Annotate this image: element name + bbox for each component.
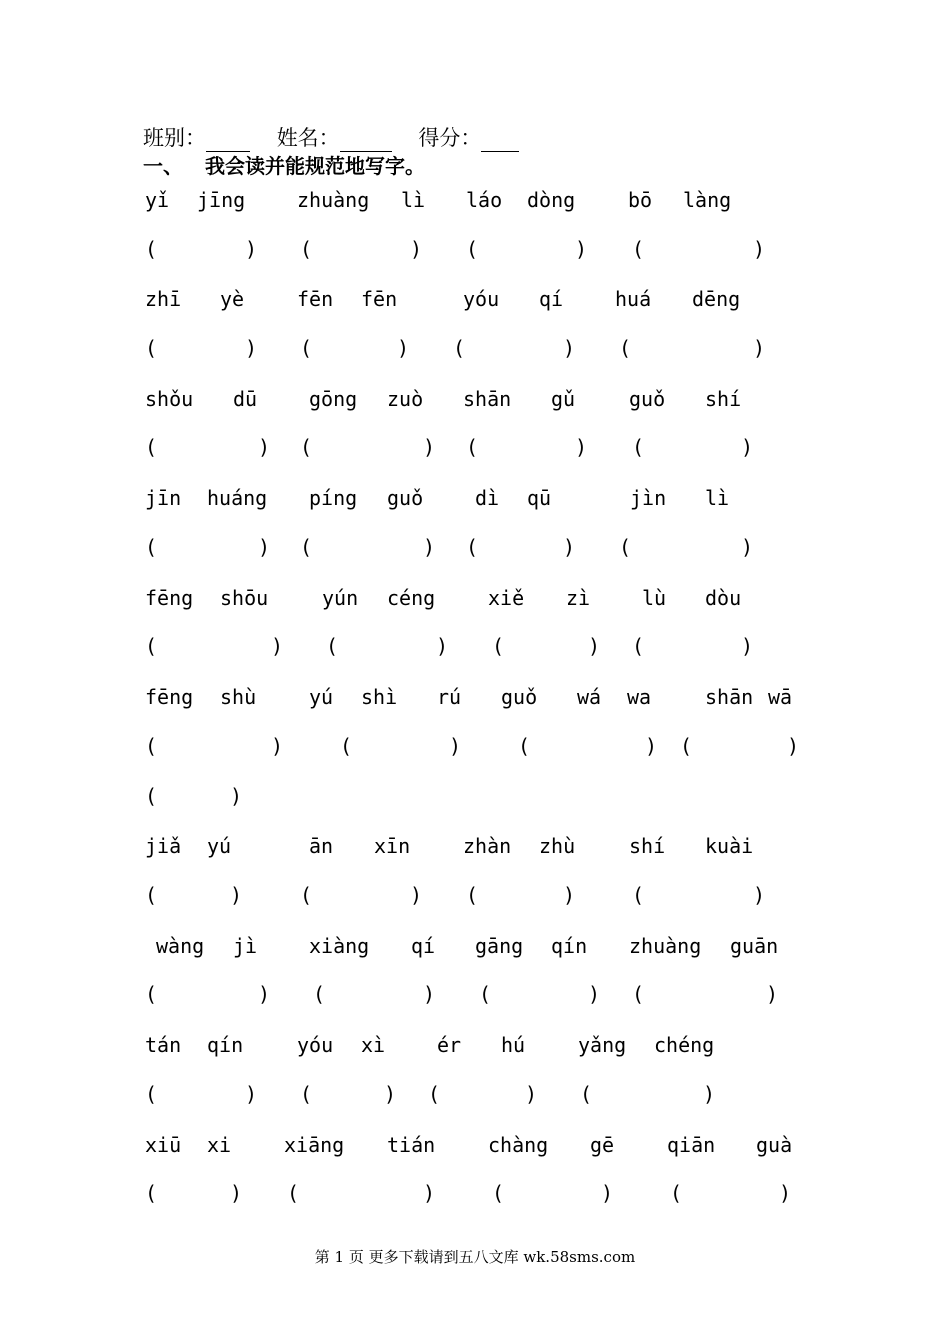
pinyin-syllable: shù	[220, 685, 257, 709]
answer-paren-close: )	[753, 237, 766, 261]
name-blank	[340, 129, 392, 152]
answer-paren-open: (	[326, 634, 339, 658]
answer-paren-open: (	[632, 883, 645, 907]
pinyin-line	[0, 486, 950, 516]
answer-paren-open: (	[300, 435, 313, 459]
pinyin-syllable: hú	[501, 1033, 526, 1057]
answer-paren-close: )	[588, 634, 601, 658]
pinyin-syllable: wá	[577, 685, 602, 709]
pinyin-syllable: guǒ	[501, 685, 538, 709]
answer-paren-close: )	[436, 634, 449, 658]
pinyin-syllable: xiū	[145, 1133, 182, 1157]
answer-paren-close: )	[741, 634, 754, 658]
answer-paren-close: )	[563, 883, 576, 907]
pinyin-syllable: dòu	[705, 586, 742, 610]
pinyin-syllable: xiě	[488, 586, 525, 610]
pinyin-line	[0, 1133, 950, 1163]
pinyin-syllable: jīn	[145, 486, 182, 510]
answer-paren-open: (	[145, 1181, 158, 1205]
answer-paren-open: (	[300, 336, 313, 360]
pinyin-syllable: kuài	[705, 834, 754, 858]
answer-paren-close: )	[575, 237, 588, 261]
answer-paren-open: (	[680, 734, 693, 758]
score-blank	[481, 129, 519, 152]
pinyin-syllable: gǔ	[551, 387, 576, 411]
answer-paren-open: (	[518, 734, 531, 758]
pinyin-syllable: xiāng	[284, 1133, 345, 1157]
answer-paren-open: (	[300, 237, 313, 261]
class-blank	[206, 129, 250, 152]
answer-paren-close: )	[588, 982, 601, 1006]
answer-paren-open: (	[466, 883, 479, 907]
answer-paren-open: (	[619, 336, 632, 360]
pinyin-syllable: gāng	[475, 934, 524, 958]
pinyin-syllable: qín	[551, 934, 588, 958]
answer-paren-open: (	[300, 883, 313, 907]
pinyin-syllable: jì	[233, 934, 258, 958]
answer-paren-close: )	[410, 883, 423, 907]
answer-paren-close: )	[245, 237, 258, 261]
pinyin-syllable: zhù	[539, 834, 576, 858]
answer-paren-open: (	[632, 982, 645, 1006]
answer-paren-open: (	[632, 435, 645, 459]
answer-line	[0, 982, 950, 1012]
answer-paren-close: )	[397, 336, 410, 360]
answer-paren-close: )	[601, 1181, 614, 1205]
page-footer: 第 1 页 更多下载请到五八文库 wk.58sms.com	[314, 1248, 636, 1266]
pinyin-syllable: ān	[309, 834, 334, 858]
answer-paren-open: (	[313, 982, 326, 1006]
answer-paren-close: )	[779, 1181, 792, 1205]
answer-line	[0, 1082, 950, 1112]
pinyin-line	[0, 387, 950, 417]
answer-line	[0, 336, 950, 366]
pinyin-syllable: wa	[627, 685, 652, 709]
pinyin-syllable: huáng	[207, 486, 268, 510]
answer-paren-close: )	[703, 1082, 716, 1106]
answer-paren-open: (	[145, 435, 158, 459]
answer-paren-open: (	[340, 734, 353, 758]
answer-paren-close: )	[245, 1082, 258, 1106]
answer-paren-open: (	[670, 1181, 683, 1205]
answer-line	[0, 535, 950, 565]
pinyin-syllable: zhuàng	[629, 934, 702, 958]
answer-paren-close: )	[423, 982, 436, 1006]
answer-paren-close: )	[645, 734, 658, 758]
pinyin-syllable: shí	[705, 387, 742, 411]
pinyin-syllable: bō	[628, 188, 653, 212]
pinyin-line	[0, 834, 950, 864]
pinyin-syllable: shí	[629, 834, 666, 858]
answer-paren-open: (	[145, 982, 158, 1006]
answer-paren-open: (	[145, 883, 158, 907]
answer-paren-open: (	[619, 535, 632, 559]
answer-paren-open: (	[300, 535, 313, 559]
pinyin-syllable: píng	[309, 486, 358, 510]
pinyin-syllable: jīng	[197, 188, 246, 212]
answer-paren-close: )	[753, 883, 766, 907]
pinyin-syllable: dēng	[692, 287, 741, 311]
pinyin-syllable: fēn	[297, 287, 334, 311]
answer-paren-close: )	[423, 1181, 436, 1205]
pinyin-syllable: qū	[527, 486, 552, 510]
answer-paren-open: (	[466, 435, 479, 459]
answer-paren-open: (	[428, 1082, 441, 1106]
pinyin-syllable: yè	[220, 287, 245, 311]
pinyin-syllable: dū	[233, 387, 258, 411]
answer-paren-close: )	[230, 1181, 243, 1205]
pinyin-syllable: zhī	[145, 287, 182, 311]
answer-line	[0, 1181, 950, 1211]
pinyin-syllable: qí	[539, 287, 564, 311]
score-label: 得分：	[418, 126, 482, 150]
pinyin-line	[0, 685, 950, 715]
pinyin-syllable: lù	[642, 586, 667, 610]
answer-line	[0, 237, 950, 267]
pinyin-syllable: fēng	[145, 685, 194, 709]
pinyin-syllable: yǐ	[145, 188, 170, 212]
name-label: 姓名：	[276, 126, 340, 150]
pinyin-line	[0, 188, 950, 218]
pinyin-syllable: shān	[705, 685, 754, 709]
answer-paren-close: )	[258, 535, 271, 559]
answer-paren-open: (	[145, 535, 158, 559]
pinyin-syllable: tián	[387, 1133, 436, 1157]
answer-paren-close: )	[271, 634, 284, 658]
pinyin-syllable: lì	[401, 188, 426, 212]
pinyin-syllable: xì	[361, 1033, 386, 1057]
answer-paren-close: )	[271, 734, 284, 758]
pinyin-line	[0, 586, 950, 616]
answer-paren-open: (	[632, 237, 645, 261]
pinyin-line	[0, 287, 950, 317]
pinyin-syllable: gē	[590, 1133, 615, 1157]
answer-paren-close: )	[384, 1082, 397, 1106]
answer-paren-close: )	[753, 336, 766, 360]
answer-line	[0, 435, 950, 465]
pinyin-syllable: chéng	[654, 1033, 715, 1057]
answer-paren-open: (	[453, 336, 466, 360]
pinyin-syllable: fēng	[145, 586, 194, 610]
pinyin-syllable: chàng	[488, 1133, 549, 1157]
answer-paren-close: )	[245, 336, 258, 360]
pinyin-syllable: xi	[207, 1133, 232, 1157]
pinyin-syllable: xiàng	[309, 934, 370, 958]
answer-paren-open: (	[287, 1181, 300, 1205]
answer-paren-open: (	[632, 634, 645, 658]
pinyin-syllable: zuò	[387, 387, 424, 411]
answer-paren-close: )	[766, 982, 779, 1006]
pinyin-syllable: fēn	[361, 287, 398, 311]
answer-paren-open: (	[492, 634, 505, 658]
pinyin-syllable: guà	[756, 1133, 793, 1157]
answer-paren-close: )	[525, 1082, 538, 1106]
pinyin-syllable: jiǎ	[145, 834, 182, 858]
pinyin-syllable: dòng	[527, 188, 576, 212]
pinyin-syllable: lì	[705, 486, 730, 510]
pinyin-syllable: shōu	[220, 586, 269, 610]
pinyin-syllable: qí	[411, 934, 436, 958]
pinyin-syllable: shān	[463, 387, 512, 411]
answer-paren-close: )	[563, 336, 576, 360]
answer-paren-close: )	[575, 435, 588, 459]
pinyin-syllable: qín	[207, 1033, 244, 1057]
answer-paren-open: (	[145, 336, 158, 360]
answer-paren-open: (	[145, 734, 158, 758]
answer-paren-close: )	[563, 535, 576, 559]
answer-paren-close: )	[230, 883, 243, 907]
pinyin-syllable: yún	[322, 586, 359, 610]
pinyin-syllable: shì	[361, 685, 398, 709]
answer-line	[0, 634, 950, 664]
pinyin-syllable: rú	[437, 685, 462, 709]
pinyin-syllable: zì	[566, 586, 591, 610]
answer-paren-open: (	[300, 1082, 313, 1106]
answer-line	[0, 883, 950, 913]
pinyin-syllable: yǎng	[578, 1033, 627, 1057]
answer-paren-close: )	[741, 435, 754, 459]
answer-paren-open: (	[492, 1181, 505, 1205]
pinyin-syllable: shǒu	[145, 387, 194, 411]
answer-paren-open: (	[479, 982, 492, 1006]
pinyin-syllable: huá	[615, 287, 652, 311]
pinyin-syllable: yú	[207, 834, 232, 858]
pinyin-syllable: láo	[466, 188, 503, 212]
pinyin-syllable: wàng	[156, 934, 205, 958]
answer-paren-open: (	[145, 237, 158, 261]
answer-paren-close: )	[423, 535, 436, 559]
pinyin-syllable: guǒ	[387, 486, 424, 510]
section-number: 一、	[143, 154, 183, 178]
answer-paren-close: )	[787, 734, 800, 758]
pinyin-syllable: gōng	[309, 387, 358, 411]
section-title: 我会读并能规范地写字。	[205, 154, 425, 178]
pinyin-syllable: jìn	[630, 486, 667, 510]
answer-paren-open: (	[145, 634, 158, 658]
pinyin-syllable: yóu	[297, 1033, 334, 1057]
pinyin-syllable: yóu	[463, 287, 500, 311]
student-info-header	[143, 122, 519, 152]
pinyin-syllable: yú	[309, 685, 334, 709]
answer-paren-open: (	[466, 237, 479, 261]
pinyin-syllable: céng	[387, 586, 436, 610]
answer-paren-open: (	[466, 535, 479, 559]
answer-paren-open: (	[580, 1082, 593, 1106]
section-heading	[143, 150, 425, 179]
answer-paren-close: )	[423, 435, 436, 459]
answer-paren-open: (	[145, 1082, 158, 1106]
answer-paren-close: )	[258, 982, 271, 1006]
pinyin-syllable: làng	[683, 188, 732, 212]
answer-paren-close: )	[449, 734, 462, 758]
pinyin-syllable: ér	[437, 1033, 462, 1057]
answer-paren-close: )	[410, 237, 423, 261]
pinyin-line	[0, 1033, 950, 1063]
pinyin-syllable: dì	[475, 486, 500, 510]
pinyin-syllable: xīn	[374, 834, 411, 858]
pinyin-syllable: zhuàng	[297, 188, 370, 212]
answer-paren-open: (	[145, 784, 158, 808]
pinyin-syllable: wā	[768, 685, 793, 709]
pinyin-syllable: tán	[145, 1033, 182, 1057]
answer-line	[0, 734, 950, 764]
class-label: 班别：	[143, 126, 206, 150]
pinyin-syllable: guān	[730, 934, 779, 958]
answer-paren-close: )	[258, 435, 271, 459]
pinyin-syllable: guǒ	[629, 387, 666, 411]
answer-line	[0, 784, 950, 814]
pinyin-syllable: zhàn	[463, 834, 512, 858]
pinyin-line	[0, 934, 950, 964]
answer-paren-close: )	[741, 535, 754, 559]
pinyin-syllable: qiān	[667, 1133, 716, 1157]
answer-paren-close: )	[230, 784, 243, 808]
